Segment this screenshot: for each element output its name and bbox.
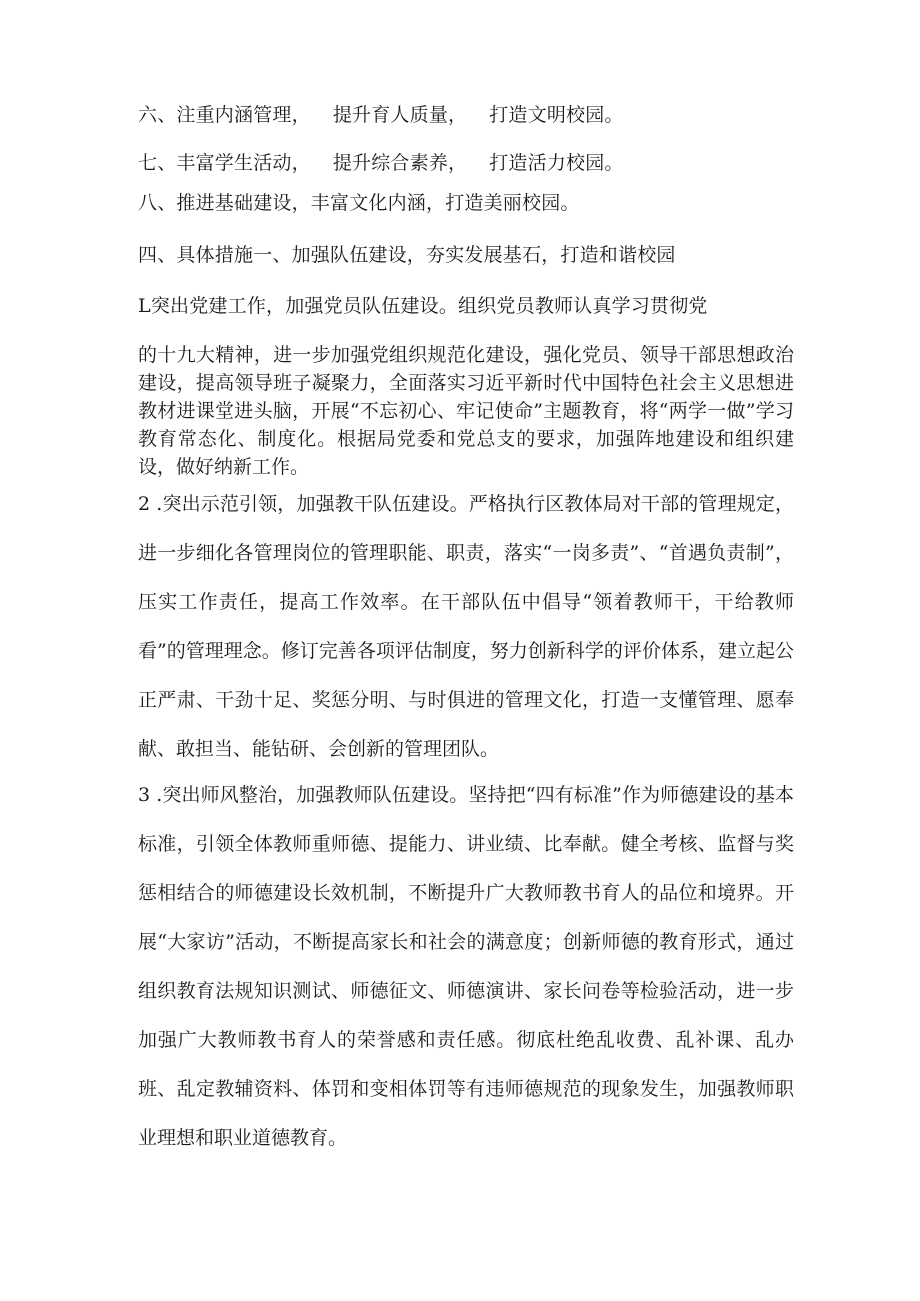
measure-2-text: 2 .突出示范引领，加强教干队伍建设。严格执行区教体局对干部的管理规定，进一步细化各管理岗位的管理职能、职责，落实“一岗多责”、“首遇负责制”，压实工作责任，提高工作效率。在干部队伍中倡导“领着教师干，干给教师看”的管理理念。修订完善各项评估制度，努力创新科学的评价体系，建立起公正严肃、干劲十足、奖惩分明、与时俱进的管理文化，打造一支懂管理、愿奉献、敢担当、能钻研、会创新的管理团队。: [138, 493, 794, 760]
outline-item-6-part-1: 六、注重内涵管理，: [138, 104, 311, 126]
outline-item-7-part-3: 打造活力校园。: [489, 152, 624, 174]
measure-1-body: [138, 341, 794, 481]
outline-item-6-part-2: 提升育人质量，: [332, 104, 468, 126]
measure-1-lead-line: L突出党建工作，加强党员队伍建设。组织党员教师认真学习贯彻党: [138, 295, 708, 317]
outline-item-6-part-3: 打造文明校园。: [489, 104, 624, 126]
outline-item-7: [138, 151, 624, 175]
measure-1-text: 的十九大精神，进一步加强党组织规范化建设，强化党员、领导干部思想政治建设，提高领导班子凝聚力，全面落实习近平新时代中国特色社会主义思想进教材进课堂进头脑，开展“不忘初心、牢记使命”主题教育，将“两学一做”学习教育常态化、制度化。根据局党委和党总支的要求，加强阵地建设和组织建设，做好纳新工作。: [138, 344, 794, 478]
outline-item-8: 八、推进基础建设，丰富文化内涵，打造美丽校园。: [138, 192, 580, 214]
measure-3-paragraph: [138, 771, 794, 1163]
outline-item-7-part-1: 七、丰富学生活动，: [138, 152, 311, 174]
outline-item-7-part-2: 提升综合素养，: [332, 152, 468, 174]
section-heading-4: 四、具体措施一、加强队伍建设，夯实发展基石，打造和谐校园: [138, 244, 676, 266]
outline-item-6: [138, 103, 624, 127]
measure-2-paragraph: [138, 480, 794, 774]
measure-3-text: 3 .突出师风整治，加强教师队伍建设。坚持把“四有标准”作为师德建设的基本标准，引领全体教师重师德、提能力、讲业绩、比奉献。健全考核、监督与奖惩相结合的师德建设长效机制，不断提升广大教师教书育人的品位和境界。开展“大家访”活动，不断提高家长和社会的满意度；创新师德的教育形式，通过组织教育法规知识测试、师德征文、师德演讲、家长问卷等检验活动，进一步加强广大教师教书育人的荣誉感和责任感。彻底杜绝乱收费、乱补课、乱办班、乱定教辅资料、体罚和变相体罚等有违师德规范的现象发生，加强教师职业理想和职业道德教育。: [138, 784, 794, 1149]
